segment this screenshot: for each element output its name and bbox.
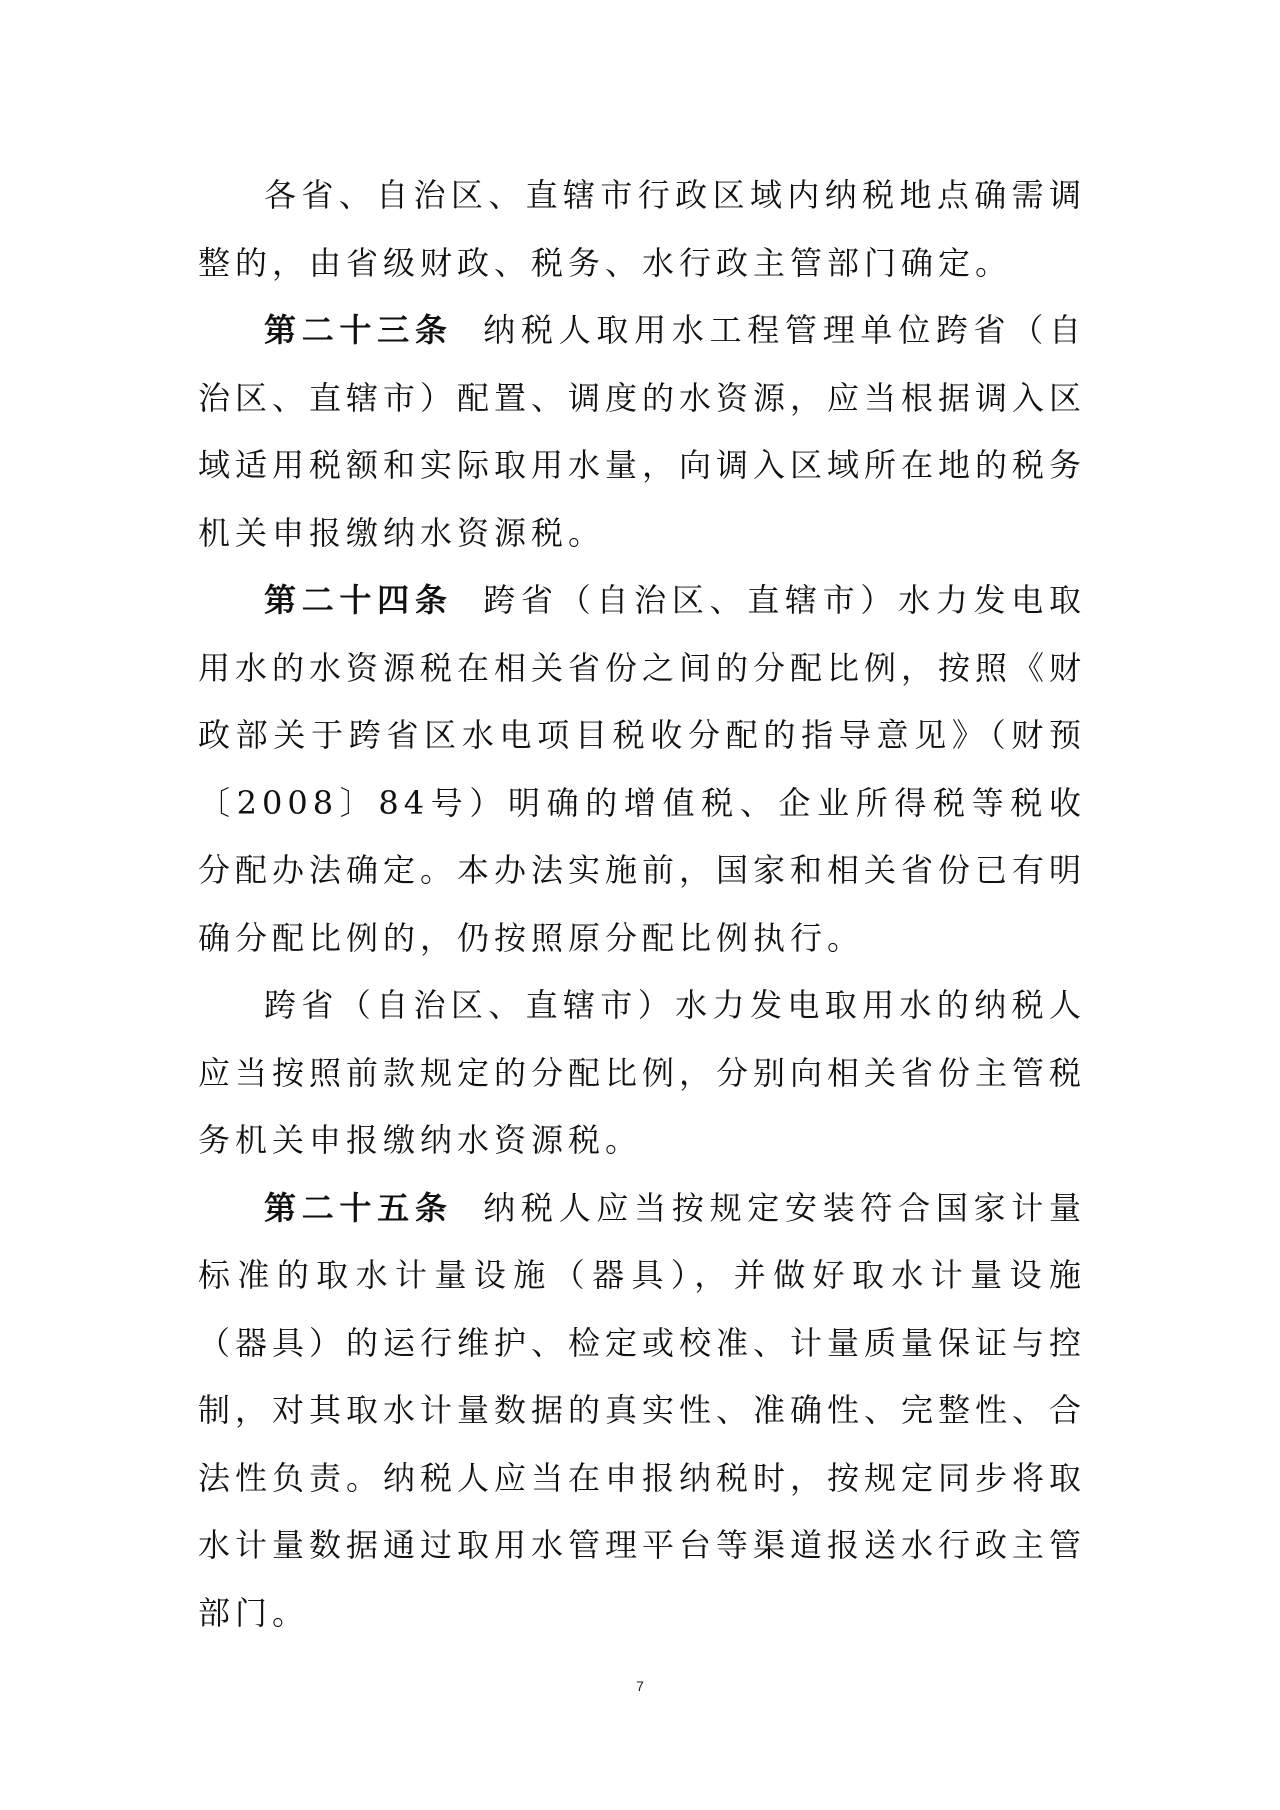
paragraph-text: 跨省（自治区、直辖市）水力发电取用水的水资源税在相关省份之间的分配比例，按照《财政部关于跨省区水电项目税收分配的指导意见》（财预〔2008〕84号）明确的增值税、企业所得税等税收分配办法确定。本办法实施前，国家和相关省份已有明确分配比例的，仍按照原分配比例执行。 — [198, 581, 1087, 957]
paragraph-text: 纳税人取用水工程管理单位跨省（自治区、直辖市）配置、调度的水资源，应当根据调入区域适用税额和实际取用水量，向调入区域所在地的税务机关申报缴纳水资源税。 — [198, 311, 1087, 552]
article-heading: 第二十五条 — [264, 1188, 453, 1227]
paragraph-article-24 — [198, 567, 1086, 972]
paragraph-cross-province-hydropower — [198, 972, 1086, 1175]
article-heading: 第二十三条 — [264, 311, 453, 349]
paragraph-text: 各省、自治区、直辖市行政区域内纳税地点确需调整的，由省级财政、税务、水行政主管部门确定。 — [198, 176, 1086, 282]
paragraph-article-23 — [198, 297, 1086, 567]
document-body — [198, 162, 1086, 1647]
paragraph-text: 纳税人应当按规定安装符合国家计量标准的取水计量设施（器具），并做好取水计量设施（器具）的运行维护、检定或校准、计量质量保证与控制，对其取水计量数据的真实性、准确性、完整性、合法性负责。纳税人应当在申报纳税时，按规定同步将取水计量数据通过取用水管理平台等渠道报送水行政主管部门。 — [198, 1188, 1087, 1632]
paragraph-tax-location-adjustment — [198, 162, 1086, 297]
paragraph-text: 跨省（自治区、直辖市）水力发电取用水的纳税人应当按照前款规定的分配比例，分别向相关省份主管税务机关申报缴纳水资源税。 — [198, 986, 1087, 1159]
article-heading: 第二十四条 — [264, 581, 453, 619]
page-number: 7 — [636, 1678, 644, 1694]
paragraph-article-25 — [198, 1175, 1086, 1648]
